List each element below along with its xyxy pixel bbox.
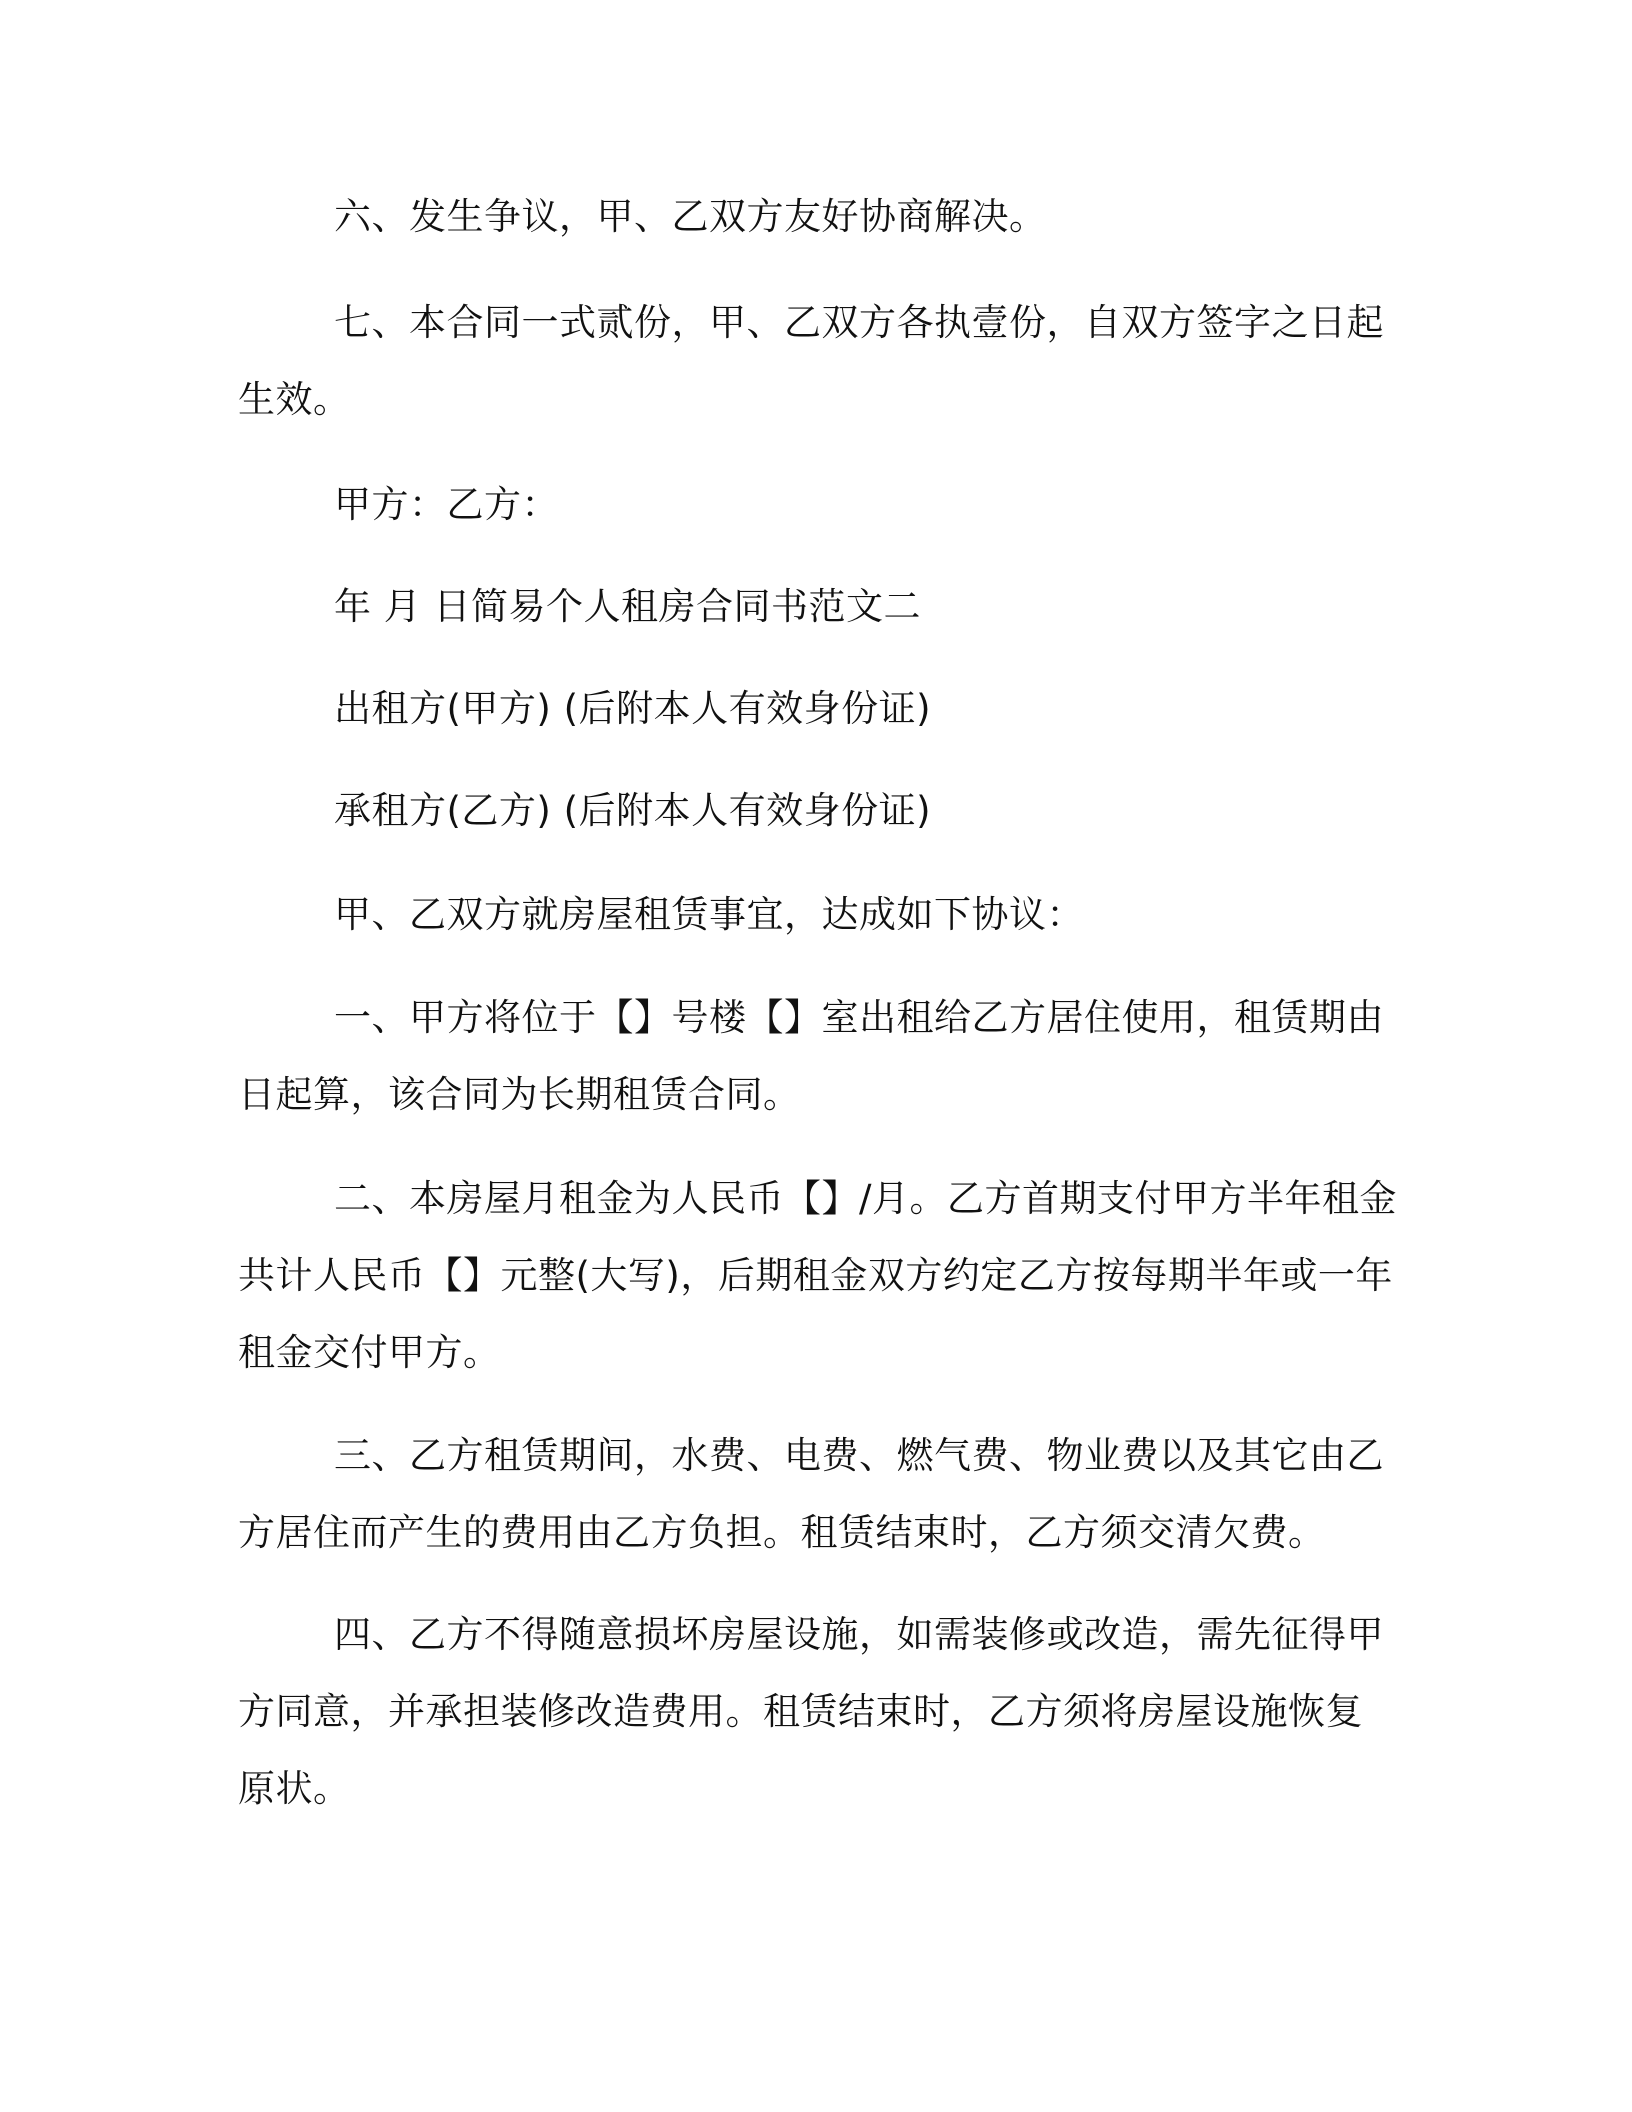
lessor-line: 出租方(甲方) (后附本人有效身份证)	[334, 687, 932, 730]
clause-1-premises: 一、甲方将位于【】号楼【】室出租给乙方居住使用，租赁期由 日起算，该合同为长期租赁合同。	[238, 996, 1384, 1116]
clause-6-dispute: 六、发生争议，甲、乙双方友好协商解决。	[334, 195, 1047, 238]
clause-3-utilities: 三、乙方租赁期间，水费、电费、燃气费、物业费以及其它由乙方居住而产生的费用由乙方负担。租赁结束时，乙方须交清欠费。	[238, 1434, 1384, 1554]
clause-4-facilities: 四、乙方不得随意损坏房屋设施，如需装修或改造，需先征得甲方同意，并承担装修改造费用。租赁结束时，乙方须将房屋设施恢复原状。	[238, 1613, 1384, 1810]
clause-7-copies: 七、本合同一式贰份，甲、乙双方各执壹份，自双方签字之日起生效。	[238, 301, 1384, 421]
agreement-intro: 甲、乙双方就房屋租赁事宜，达成如下协议：	[334, 893, 1084, 936]
date-and-template-title: 年 月 日简易个人租房合同书范文二	[334, 585, 922, 628]
signature-parties-line: 甲方：乙方：	[334, 483, 559, 526]
lessee-line: 承租方(乙方) (后附本人有效身份证)	[334, 789, 932, 832]
clause-2-rent: 二、本房屋月租金为人民币【】/月。乙方首期支付甲方半年租金共计人民币【】元整(大写)，后期租金双方约定乙方按每期半年或一年租金交付甲方。	[238, 1177, 1397, 1374]
